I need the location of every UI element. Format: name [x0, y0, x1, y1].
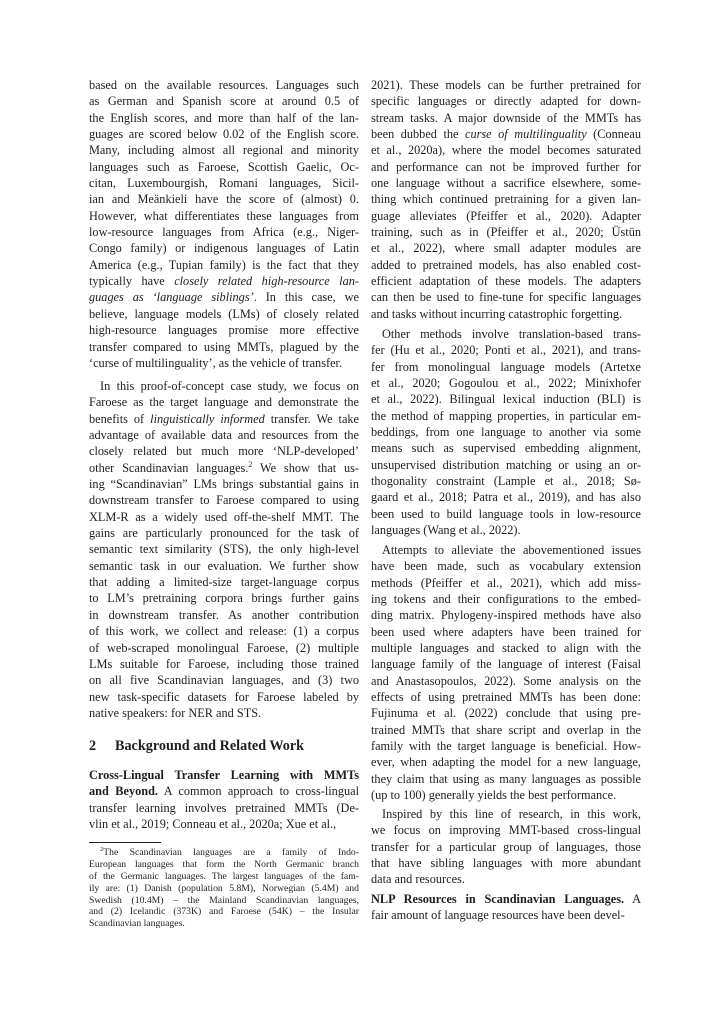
text-line [371, 522, 641, 538]
text-span: ian and Meänkieli have the score of (almost) 0. [89, 192, 359, 207]
italic-text: guages as ‘language siblings’ [89, 290, 254, 305]
text-line [371, 575, 641, 591]
text-span: European languages that form the North Germanic branch [89, 858, 359, 870]
paragraph [371, 77, 641, 322]
italic-text: curse of multilinguality [465, 127, 587, 142]
text-line [89, 883, 359, 895]
text-span: et al., 2020; Gogoulou et al., 2022; Minixhofer [371, 376, 641, 391]
subsection-paragraph [89, 767, 359, 832]
text-span: can then be used to fine-tune for specific languages [371, 290, 641, 305]
text-line [371, 542, 641, 558]
text-span: trained MMTs that share script and overlap in the [371, 722, 641, 737]
text-span: typically have [89, 274, 175, 289]
text-line [371, 673, 641, 689]
text-span: (Conneau [586, 127, 641, 142]
text-line [89, 394, 359, 410]
text-span: and Anastasopoulos, 2022). Some analysis on the [371, 673, 641, 688]
text-span: that have sibling languages with more abundant [371, 856, 641, 871]
text-span: et al., 2020a), where the model becomes saturated [371, 143, 641, 158]
text-line [89, 159, 359, 175]
text-span: been used where adapters have been trained for [371, 624, 641, 639]
text-line [89, 339, 359, 355]
paragraph [371, 806, 641, 888]
text-span: other Scandinavian languages. [89, 460, 249, 475]
text-line [89, 93, 359, 109]
text-line [89, 476, 359, 492]
text-span: to LM’s pretraining corpora brings further gains [89, 591, 359, 606]
text-line [89, 411, 359, 427]
text-span: methods (Pfeiffer et al., 2021), which add miss- [371, 575, 641, 590]
text-line [371, 822, 641, 838]
text-span: on all five Scandinavian languages, and (3) two [89, 673, 359, 688]
text-line [371, 110, 641, 126]
text-line [89, 640, 359, 656]
text-line [89, 240, 359, 256]
text-line [371, 806, 641, 822]
paragraph [89, 77, 359, 371]
text-span: efficient adaptation of these models. The adapters [371, 274, 641, 289]
text-line [371, 624, 641, 640]
paragraph [371, 542, 641, 804]
text-span: believe, language models (LMs) of closely related [89, 306, 359, 321]
text-line [89, 443, 359, 459]
text-line [371, 224, 641, 240]
text-line [89, 322, 359, 338]
text-span: gains are particularly pronounced for the task of [89, 526, 359, 541]
text-line [89, 871, 359, 883]
text-line [371, 705, 641, 721]
text-line [371, 175, 641, 191]
text-line [89, 800, 359, 816]
text-line [371, 359, 641, 375]
text-span: citan, Luxembourgish, Romani languages, Sicil- [89, 176, 359, 191]
text-span: thogonality constraint (Lample et al., 2018; Sø- [371, 474, 641, 489]
text-line [371, 408, 641, 424]
text-span: America (e.g., Tupian family) is the fact that they [89, 257, 359, 272]
text-line [89, 590, 359, 606]
text-span: as German and Spanish score at around 0.5 of [89, 94, 359, 109]
text-line [371, 656, 641, 672]
text-line [371, 273, 641, 289]
text-span: thing which continued pretraining for a given lan- [371, 192, 641, 207]
text-span: data and resources. [371, 872, 465, 887]
text-span: new task-specific datasets for Faroese labeled by [89, 689, 359, 704]
text-span: means such as supervised embedding alignment, [371, 441, 641, 456]
bold-run-in-heading: Cross-Lingual Transfer Learning with MMTs [89, 768, 359, 782]
text-span: ily are: (1) Danish (population 5.8M), Norwegian (5.4M) and [89, 882, 359, 894]
bold-run-in-heading: and Beyond. [89, 784, 158, 799]
text-line [89, 289, 359, 305]
text-line [89, 77, 359, 93]
text-line [371, 306, 641, 322]
text-span: We show that us- [252, 460, 359, 475]
text-line [371, 771, 641, 787]
text-line [371, 424, 641, 440]
text-line [371, 191, 641, 207]
text-span: fer from monolingual language models (Artetxe [371, 359, 641, 374]
text-span: ing “Scandinavian” LMs brings substantial gains in [89, 477, 359, 492]
text-line [371, 240, 641, 256]
text-line [371, 689, 641, 705]
text-span: been dubbed the [371, 127, 465, 142]
text-line [89, 558, 359, 574]
text-span: we focus on improving MMT-based cross-lingual [371, 823, 641, 838]
text-span: semantic text similarity (STS), the only high-level [89, 542, 359, 557]
text-span: transfer. We take [264, 411, 360, 426]
text-line [371, 440, 641, 456]
text-line [89, 705, 359, 721]
text-line [89, 859, 359, 871]
text-line [371, 871, 641, 887]
text-line [89, 142, 359, 158]
text-span: et al., 2022). Bilingual lexical induction (BLI) is [371, 392, 641, 407]
text-span: have been made, such as vocabulary extension [371, 559, 641, 574]
text-line [89, 110, 359, 126]
text-span: multiple languages and stacked to align with the [371, 641, 641, 656]
text-span: been used to build language tools in low-resource [371, 506, 641, 521]
text-line [371, 591, 641, 607]
text-line [371, 257, 641, 273]
text-span: Scandinavian languages. [89, 918, 185, 930]
text-line [371, 754, 641, 770]
text-span: Many, including almost all regional and minority [89, 143, 359, 158]
text-span: Fujinuma et al. (2022) conclude that using pre- [371, 706, 641, 721]
text-line [89, 306, 359, 322]
italic-text: closely related high-resource lan- [174, 274, 359, 289]
subsection-paragraph [371, 891, 641, 924]
text-line [371, 93, 641, 109]
text-line [371, 208, 641, 224]
text-line [371, 342, 641, 358]
text-line [89, 623, 359, 639]
section-number: 2 [89, 738, 97, 754]
text-span: transfer for a particular group of languages, those [371, 839, 641, 854]
text-line [89, 427, 359, 443]
text-span: Swedish (10.4M) – the Mainland Scandinavian languages, [89, 894, 359, 906]
text-span: beddings, from one language to another via some [371, 425, 641, 440]
paragraph [89, 378, 359, 721]
text-span: specific languages or directly adapted for down- [371, 94, 641, 109]
bold-run-in-heading: NLP Resources in Scandinavian Languages. [371, 892, 625, 906]
text-span: languages (Wang et al., 2022). [371, 523, 521, 538]
text-line [89, 918, 359, 930]
text-span: and (2) Icelandic (373K) and Faroese (54K) – the Insular [89, 906, 359, 918]
text-span: XLM-R as a widely used off-the-shelf MMT. The [89, 509, 359, 524]
footnote-marker: 2 [248, 459, 253, 469]
text-line [89, 672, 359, 688]
text-span: transfer compared to using MMTs, plagued by the [89, 339, 359, 354]
text-span: the English scores, and more than half of the lan- [89, 110, 359, 125]
text-span: LMs suitable for Faroese, including those trained [89, 656, 359, 671]
text-span: However, what differentiates these languages from [89, 208, 359, 223]
text-line [89, 224, 359, 240]
text-span: (up to 100) generally yields the best performance. [371, 788, 617, 803]
section-title: Background and Related Work [115, 738, 305, 754]
text-span: that adding a limited-size target-language corpus [89, 575, 359, 590]
text-span: in downstream transfer. As another contribution [89, 607, 359, 622]
text-span: one language without a sacrifice elsewhere, some- [371, 176, 641, 191]
text-line [89, 257, 359, 273]
text-span: based on the available resources. Languages such [89, 78, 359, 92]
text-line [89, 541, 359, 557]
italic-text: linguistically informed [150, 411, 265, 426]
text-span: closely related but much more ‘NLP-developed’ [89, 444, 359, 459]
text-line [371, 506, 641, 522]
text-span: of the Germanic languages. The largest languages of the fam- [89, 870, 359, 882]
text-line [89, 607, 359, 623]
text-line [89, 816, 359, 832]
text-span: stream tasks. A major downside of the MMTs has [371, 110, 641, 125]
text-span: advantage of available data and resources from the [89, 428, 359, 443]
text-span: effects of using pretrained MMTs has been done: [371, 690, 641, 705]
text-line [89, 783, 359, 799]
text-span: native speakers: for NER and STS. [89, 705, 262, 720]
text-line [89, 492, 359, 508]
text-span: 2021). These models can be further pretrained for [371, 78, 641, 92]
text-span: family with the target language is beneficial. How- [371, 739, 641, 754]
text-line [371, 891, 641, 907]
text-line [89, 689, 359, 705]
text-line [371, 473, 641, 489]
text-line [89, 895, 359, 907]
text-line [371, 457, 641, 473]
text-span: semantic task in our evaluation. We further show [89, 558, 359, 573]
text-span: benefits of [89, 411, 151, 426]
text-span: languages such as Faroese, Scottish Gaelic, Oc- [89, 159, 359, 174]
text-line [371, 391, 641, 407]
text-line [371, 489, 641, 505]
text-span: The Scandinavian languages are a family of Indo- [103, 847, 359, 858]
text-span: high-resource languages promise more effective [89, 323, 359, 338]
text-span: Congo family) or indigenous languages of Latin [89, 241, 359, 256]
text-line [89, 525, 359, 541]
text-span: they claim that using as many languages as possible [371, 771, 641, 786]
text-line [89, 175, 359, 191]
text-line [371, 159, 641, 175]
text-line [89, 509, 359, 525]
text-line [371, 326, 641, 342]
text-span: gaard et al., 2018; Patra et al., 2019), and has also [371, 490, 641, 505]
text-line [371, 607, 641, 623]
text-line [371, 77, 641, 93]
text-line [371, 855, 641, 871]
text-span: language family of the language of interest (Faisal [371, 657, 641, 672]
text-line [371, 375, 641, 391]
text-line [371, 558, 641, 574]
text-line [371, 738, 641, 754]
paragraph [371, 326, 641, 538]
text-line [371, 640, 641, 656]
text-span: fair amount of language resources have been devel- [371, 908, 625, 923]
text-line [371, 142, 641, 158]
text-span: guages are scored below 0.02 of the English score. [89, 127, 359, 142]
text-span: of this work, we collect and release: (1) a corpus [89, 624, 359, 639]
text-span: et al., 2022), where small adapter modules are [371, 241, 641, 256]
text-line [89, 378, 359, 394]
text-line [371, 907, 641, 923]
text-span: ‘curse of multilinguality’, as the vehicle of transfer. [89, 355, 343, 370]
text-line [89, 208, 359, 224]
text-span: . In this case, we [253, 290, 359, 305]
text-span: fer (Hu et al., 2020; Ponti et al., 2021), and trans- [371, 343, 641, 358]
text-span: the method of mapping properties, in particular em- [371, 408, 641, 423]
text-line [89, 906, 359, 918]
text-line [89, 191, 359, 207]
text-span: ever, when adapting the model for a new language, [371, 755, 641, 770]
text-line [371, 722, 641, 738]
text-line [89, 126, 359, 142]
text-span: Faroese as the target language and demonstrate the [89, 395, 359, 410]
text-span: guage alleviates (Pfeiffer et al., 2020). Adapter [371, 208, 641, 223]
text-line [371, 839, 641, 855]
text-line [89, 767, 359, 783]
text-span: In this proof-of-concept case study, we focus on [100, 379, 359, 393]
text-line [371, 289, 641, 305]
text-span: ding matrix. Phylogeny-inspired methods have also [371, 608, 641, 623]
footnote [89, 847, 359, 930]
text-span: Inspired by this line of research, in this work, [382, 807, 641, 821]
text-line [89, 574, 359, 590]
text-span: ing tokens and their configurations to the embed- [371, 592, 641, 607]
footnote-marker: 2 [100, 846, 104, 853]
text-span: added to pretrained models, has also enabled cost- [371, 257, 641, 272]
text-span: low-resource languages from Africa (e.g., Niger- [89, 225, 359, 240]
text-span: training, such as in (Pfeiffer et al., 2020; Üstün [371, 225, 641, 240]
text-span: vlin et al., 2019; Conneau et al., 2020a; Xue et al., [89, 817, 337, 832]
text-span: Other methods involve translation-based trans- [382, 327, 641, 341]
text-line [89, 273, 359, 289]
text-span: and performance can not be improved further for [371, 159, 641, 174]
footnote-divider [89, 842, 161, 843]
section-heading [89, 737, 304, 755]
text-span: transfer learning involves pretrained MMTs (De- [89, 800, 359, 815]
text-line [371, 126, 641, 142]
text-span: of web-scraped monolingual Faroese, (2) multiple [89, 640, 359, 655]
text-span: A common approach to cross-lingual [158, 784, 359, 799]
text-span: unsupervised distribution matching or using an or- [371, 457, 641, 472]
text-span: A [624, 892, 642, 906]
text-span: and tasks without incurring catastrophic forgetting. [371, 306, 623, 321]
text-span: downstream transfer to Faroese compared to using [89, 493, 359, 508]
text-line [89, 355, 359, 371]
text-line [371, 787, 641, 803]
text-line [89, 847, 359, 859]
text-line [89, 460, 359, 476]
text-line [89, 656, 359, 672]
text-span: Attempts to alleviate the abovementioned issues [382, 543, 641, 557]
